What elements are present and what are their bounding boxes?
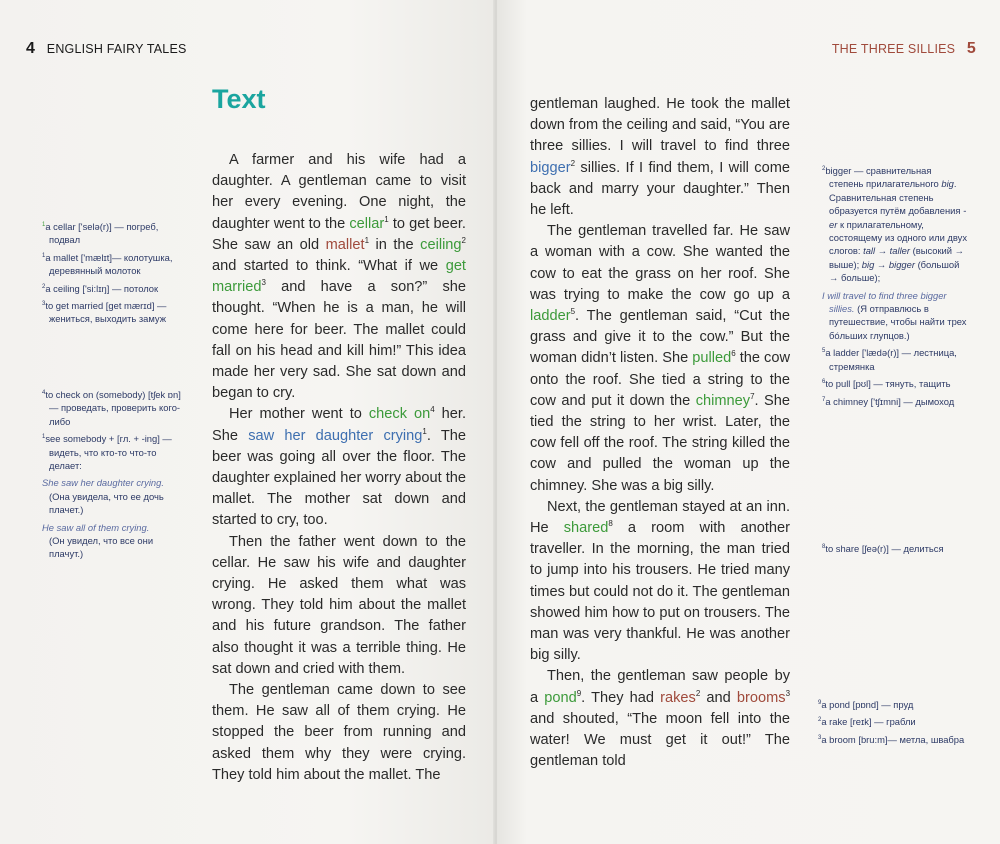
note-check-on: $^4$to check on (somebody) [tʃek ɒn] — проведать, проверить кого-либо bbox=[42, 389, 181, 427]
note-example-2: He saw all of them crying. (Он увидел, что все они плачут.) bbox=[42, 521, 154, 560]
paragraph: Then the father went down to the cellar. He saw his wife and daughter crying. He asked them what was wrong. They told him about the mallet and his future grandson. The father also thought it was a terrible thing. He sat down and cried with them. bbox=[212, 533, 466, 677]
paragraph: Then, the gentleman saw people by a pond$^9$. They had rakes$^2$ and brooms$^3$ and shouted, “The moon fell into the water! We must get it out!” The gentleman told bbox=[530, 668, 791, 770]
note-ladder: $^5$a ladder ['lædə(r)] — лестница, стремянка bbox=[822, 347, 957, 372]
note-cellar: $^1$a cellar ['selə(r)] — погреб, подвал bbox=[42, 221, 159, 246]
term-saw-crying: saw her daughter crying bbox=[248, 427, 423, 444]
term-brooms: brooms bbox=[736, 689, 786, 706]
note-example-bigger: I will travel to find three bigger sillies. (Я отправлюсь в путешествие, чтобы найти трех бóльших глупцов.) bbox=[822, 289, 967, 341]
note-chimney: $^7$a chimney ['tʃɪmni] — дымоход bbox=[822, 395, 955, 407]
note-get-married: $^3$to get married [get mærɪd] — жениться, выходить замуж bbox=[42, 300, 167, 325]
left-glossary-2 bbox=[42, 388, 187, 565]
term-ceiling: ceiling bbox=[420, 236, 462, 253]
right-running-title: THE THREE SILLIES bbox=[831, 42, 956, 56]
paragraph: gentleman laughed. He took the mallet down from the ceiling and said, “You are three sillies. I will travel to find three bigger$^2$ sillies. If I find them, I will come back and marry your daughter.” Then he left. bbox=[530, 96, 790, 219]
left-running-head bbox=[26, 40, 187, 58]
note-see-somebody: $^1$see somebody + [гл. + -ing] — видеть, что кто-то что-то делает: bbox=[42, 433, 172, 472]
right-glossary-2 bbox=[822, 542, 982, 559]
paragraph: The gentleman travelled far. He saw a woman with a cow. She wanted the cow to eat the grass on her roof. She was trying to make the cow go up a ladder$^5$. The gentleman said, “Cut the grass and give it to the cow.” But the woman didn’t listen. She pulled$^6$ the cow onto the roof. She tied a string to the cow and put it down the chimney$^7$. She tied the string to her wrist. Later, the cow fell off the roof. The string killed the cow and pulled the woman up the chimney. She was a big silly. bbox=[530, 223, 791, 494]
note-share: $^8$to share [ʃeə(r)] — делиться bbox=[822, 543, 944, 554]
term-chimney: chimney bbox=[695, 392, 751, 409]
term-check-on: check on bbox=[368, 406, 431, 423]
paragraph: A farmer and his wife had a daughter. A gentleman came to visit her every evening. One night, the daughter went to the cellar$^1$ to get beer. She saw an old mallet$^1$ in the ceiling$^2$ and started to think. “What if we get married$^3$ and have a son?” she thought. “When he is a man, he will come here for beer. The mallet could fall on his head and kill him!” This idea made her very sad. She sat down and began to cry. bbox=[212, 152, 466, 402]
term-ladder: ladder bbox=[530, 308, 571, 325]
note-pond: $^9$a pond [pɒnd] — пруд bbox=[818, 699, 914, 710]
right-page-number: 5 bbox=[966, 40, 976, 57]
paragraph: Next, the gentleman stayed at an inn. He shared$^8$ a room with another traveller. In the morning, the man tried to jump into his trousers. He tried many times but could not do it. The gentleman showed him how to put on trousers. The man was very thankful. He was another big silly. bbox=[530, 498, 790, 664]
right-story-text bbox=[530, 94, 790, 773]
note-broom: $^3$a broom [bru:m]— метла, швабра bbox=[818, 733, 965, 745]
term-pulled: pulled bbox=[692, 350, 732, 367]
note-ceiling: $^2$a ceiling ['si:lɪŋ] — потолок bbox=[42, 282, 159, 294]
right-glossary-3 bbox=[818, 698, 968, 750]
section-title: Text bbox=[212, 84, 266, 114]
left-running-title: ENGLISH FAIRY TALES bbox=[46, 42, 187, 56]
term-cellar: cellar bbox=[349, 215, 385, 232]
paragraph: The gentleman came down to see them. He saw all of them crying. He stopped the beer from running and asked them why they were crying. They told him about the mallet. The bbox=[212, 682, 466, 783]
term-shared: shared bbox=[563, 520, 609, 537]
left-story-text bbox=[212, 150, 466, 786]
note-pull: $^6$to pull [pʊl] — тянуть, тащить bbox=[822, 378, 951, 390]
term-pond: pond bbox=[544, 689, 577, 706]
left-page-number: 4 bbox=[26, 40, 36, 57]
term-mallet: mallet bbox=[325, 236, 365, 253]
term-get-married: get married bbox=[212, 258, 466, 296]
right-glossary-1 bbox=[822, 164, 968, 412]
note-bigger: $^2$bigger — сравнительная степень прилагательного big. Сравнительная степень образуется путём добавления -er к прилагательному, состоящему из одного или двух слогов: tall → taller (высокий → выше); big → bigger (большой → больше); bbox=[822, 165, 968, 284]
term-rakes: rakes bbox=[660, 689, 696, 706]
left-glossary-1 bbox=[42, 220, 182, 330]
note-example-1: She saw her daughter crying. (Она увидела, что ее дочь плачет.) bbox=[42, 477, 164, 516]
term-bigger: bigger bbox=[530, 159, 571, 176]
paragraph: Her mother went to check $on^4$ her. She saw her daughter crying$^1$. The beer was going all over the floor. The daughter explained her worry about the mallet. The mother sat down and started to cry, too. bbox=[212, 405, 467, 529]
right-running-head bbox=[832, 40, 976, 58]
left-page bbox=[0, 0, 495, 844]
note-rake: $^2$a rake [reɪk] — грабли bbox=[818, 716, 916, 728]
note-mallet: $^1$a mallet ['mælɪt]— колотушка, деревянный молоток bbox=[42, 251, 173, 277]
